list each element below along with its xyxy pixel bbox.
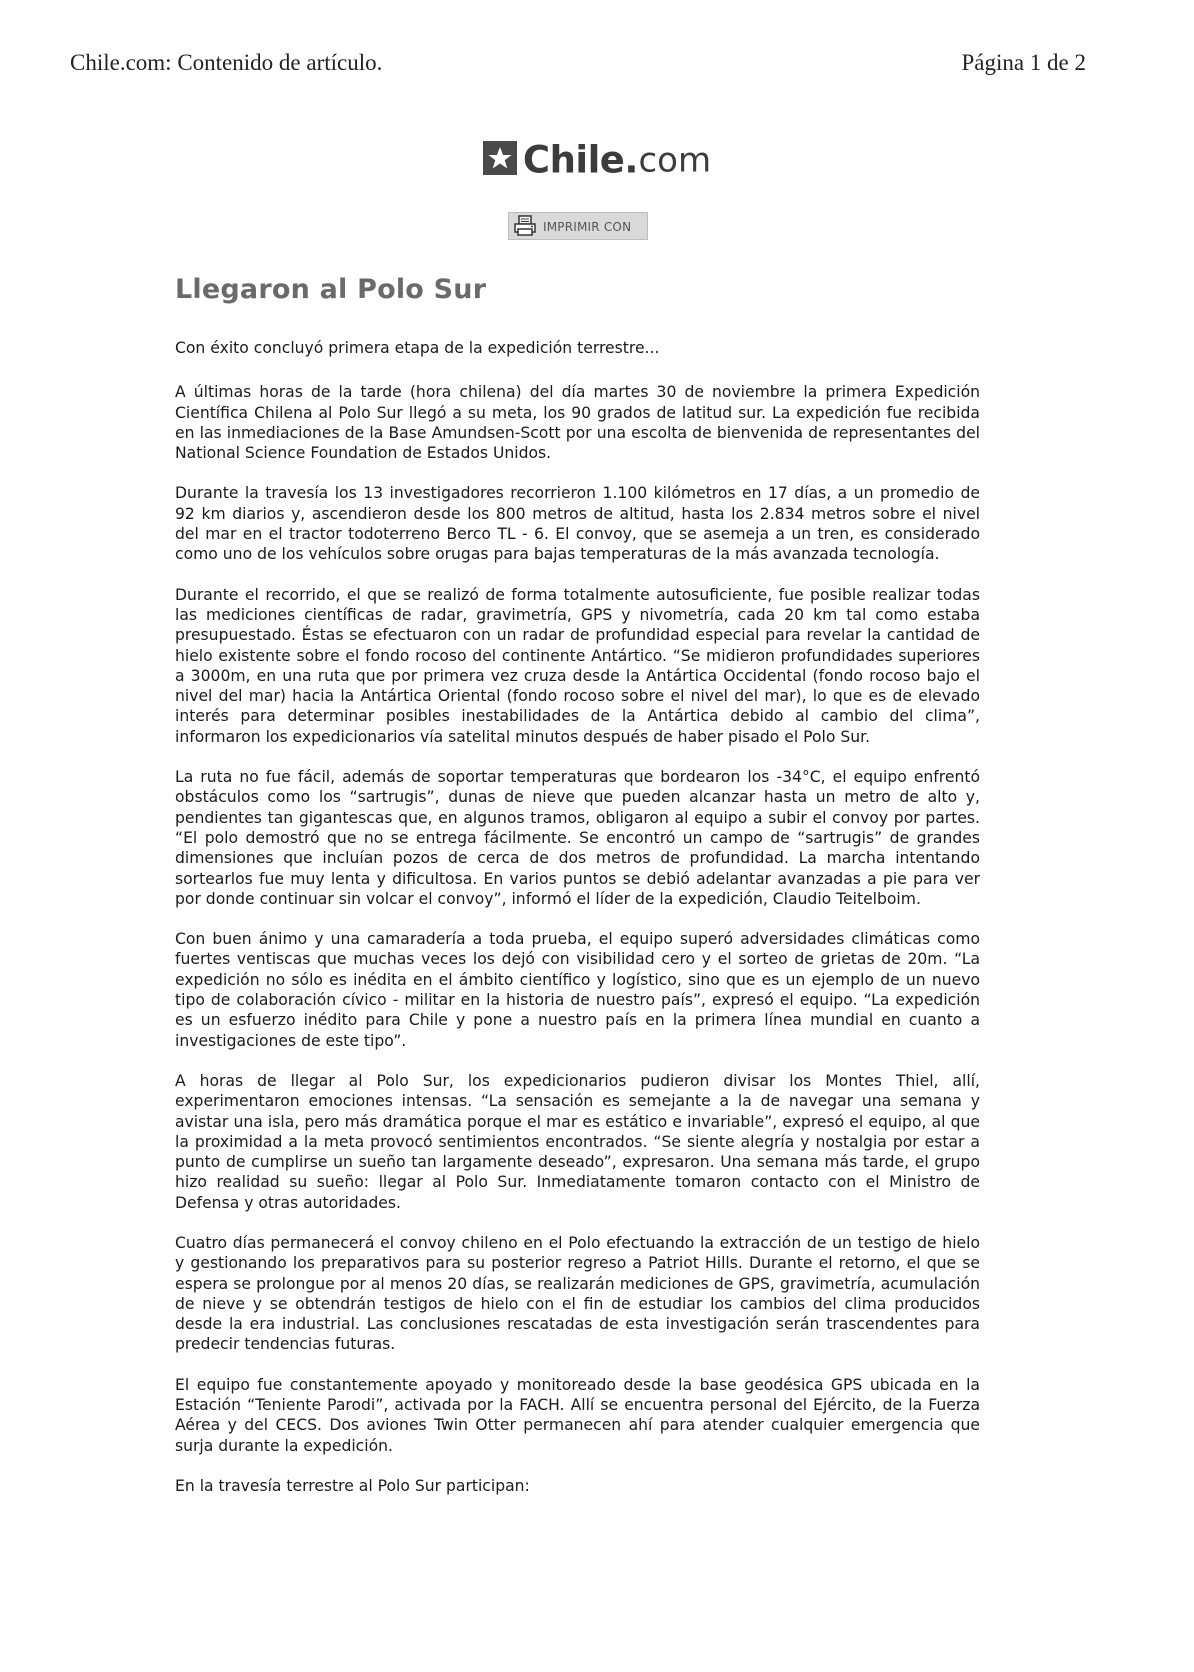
star-icon	[483, 141, 517, 175]
article-paragraph: Con buen ánimo y una camaradería a toda prueba, el equipo superó adversidades climáticas como fuertes ventiscas que muchas veces los dejó con visibilidad cero y el sorteo de grietas de 20m. “La expedición no sólo es inédita en el ámbito científico y logístico, sino que es un ejemplo de un nuevo tipo de colaboración cívico - militar en la historia de nuestro país”, expresó el equipo. “La expedición es un esfuerzo inédito para Chile y pone a nuestro país en la primera línea mundial en cuanto a investigaciones de este tipo”.	[175, 930, 980, 1050]
print-button[interactable]	[508, 212, 648, 240]
article-paragraph: Durante el recorrido, el que se realizó de forma totalmente autosuficiente, fue posible realizar todas las mediciones científicas de radar, gravimetría, GPS y nivometría, cada 20 km tal como estaba presupuestado. Éstas se efectuaron con un radar de profundidad especial para revelar la cantidad de hielo existente sobre el fondo rocoso del continente Antártico. “Se midieron profundidades superiores a 3000m, en una ruta que por primera vez cruza desde la Antártica Occidental (fondo rocoso bajo el nivel del mar) hacia la Antártica Oriental (fondo rocoso sobre el nivel del mar), lo que es de elevado interés para determinar posibles inestabilidades de la Antártica debido al cambio del clima”, informaron los expedicionarios vía satelital minutos después de haber pisado el Polo Sur.	[175, 585, 980, 746]
article-title: Llegaron al Polo Sur	[175, 274, 487, 305]
print-header-title: Chile.com: Contenido de artículo.	[70, 50, 383, 75]
chile-com-logo[interactable]	[0, 138, 1194, 182]
article-paragraph: A últimas horas de la tarde (hora chilena) del día martes 30 de noviembre la primera Expedición Científica Chilena al Polo Sur llegó a su meta, los 90 grados de latitud sur. La expedición fue recibida en las inmediaciones de la Base Amundsen-Scott por una escolta de bienvenida de representantes del National Science Foundation de Estados Unidos.	[175, 383, 980, 463]
article-paragraph: Cuatro días permanecerá el convoy chileno en el Polo efectuando la extracción de un testigo de hielo y gestionando los preparativos para su posterior regreso a Patriot Hills. Durante el retorno, el que se espera se prolongue por al menos 20 días, se realizarán mediciones de GPS, gravimetría, acumulación de nieve y se obtendrán testigos de hielo con el fin de estudiar los cambios del clima producidos desde la era industrial. Las conclusiones rescatadas de esta investigación serán trascendentes para predecir tendencias futuras.	[175, 1233, 980, 1354]
article	[175, 270, 980, 1516]
print-header	[70, 50, 1086, 86]
page-number: Página 1 de 2	[961, 50, 1086, 75]
article-lead: Con éxito concluyó primera etapa de la expedición terrestre...	[175, 339, 660, 357]
article-paragraph: El equipo fue constantemente apoyado y monitoreado desde la base geodésica GPS ubicada en la Estación “Teniente Parodi”, activada por la FACH. Allí se encuentra personal del Ejército, de la Fuerza Aérea y del CECS. Dos aviones Twin Otter permanecen ahí para atender cualquier emergencia que surja durante la expedición.	[175, 1375, 980, 1455]
article-paragraph: Durante la travesía los 13 investigadores recorrieron 1.100 kilómetros en 17 días, a un promedio de 92 km diarios y, ascendieron desde los 800 metros de altitud, hasta los 2.834 metros sobre el nivel del mar en el tractor todoterreno Berco TL - 6. El convoy, que se asemeja a un tren, es considerado como uno de los vehículos sobre orugas para bajas temperaturas de la más avanzada tecnología.	[175, 484, 980, 564]
logo-tld: com	[638, 140, 712, 181]
article-paragraph: La ruta no fue fácil, además de soportar temperaturas que bordearon los -34°C, el equipo enfrentó obstáculos como los “sartrugis”, dunas de nieve que pueden alcanzar hasta un metro de alto y, pendientes tan gigantescas que, en algunos tramos, obligaron al equipo a subir el convoy por partes. “El polo demostró que no se entrega fácilmente. Se encontró un campo de “sartrugis” de grandes dimensiones que incluían pozos de cerca de dos metros de profundidad. La marcha intentando sortearlos fue muy lenta y dificultosa. En varios puntos se debió adelantar avanzadas a pie para ver por donde continuar sin volcar el convoy”, informó el líder de la expedición, Claudio Teitelboim.	[175, 768, 980, 908]
article-paragraph: En la travesía terrestre al Polo Sur participan:	[175, 1476, 530, 1495]
article-paragraph: A horas de llegar al Polo Sur, los expedicionarios pudieron divisar los Montes Thiel, allí, experimentaron emociones intensas. “La sensación es semejante a la de navegar una semana y avistar una isla, pero más dramática porque el mar es estático e invariable”, expresó el equipo, al que la proximidad a la meta provocó sentimientos encontrados. “Se siente alegría y nostalgia por estar a punto de cumplirse un sueño tan largamente deseado”, expresaron. Una semana más tarde, el grupo hizo realidad su sueño: llegar al Polo Sur. Inmediatamente tomaron contacto con el Ministro de Defensa y otras autoridades.	[175, 1071, 980, 1212]
print-button-label: IMPRIMIR CON	[543, 220, 632, 234]
logo-brand: Chile	[522, 138, 625, 182]
printer-icon	[513, 215, 539, 240]
logo-dot: .	[624, 138, 639, 182]
